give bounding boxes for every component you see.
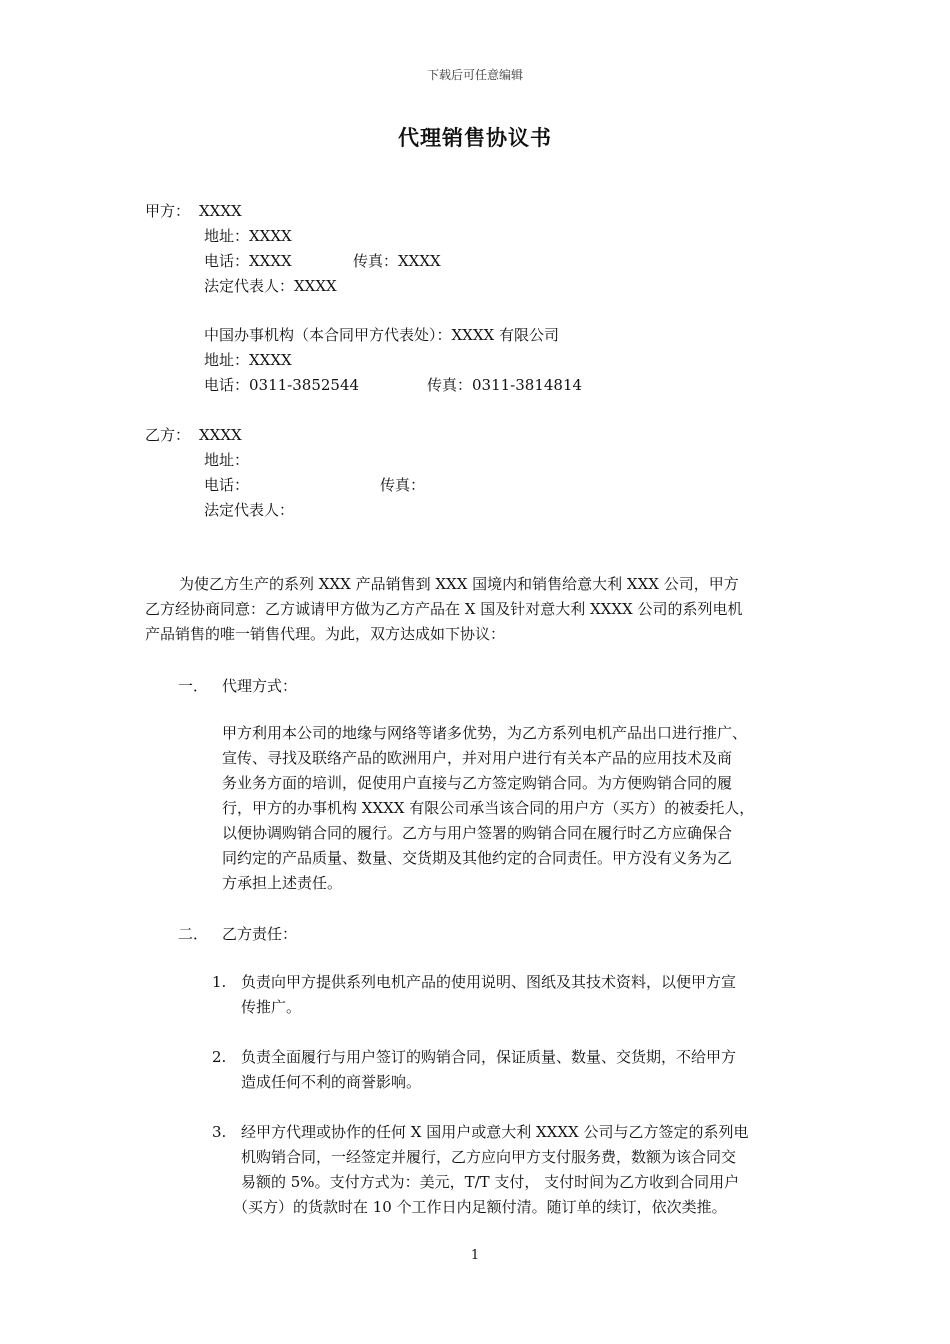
intro-line: 乙方经协商同意：乙方诚请甲方做为乙方产品在 X 国及针对意大利 XXXX 公司的系列电机 xyxy=(145,600,743,618)
section-1-body xyxy=(222,721,754,896)
item-3-line: 机购销合同，一经签定并履行，乙方应向甲方支付服务费，数额为该合同交 xyxy=(241,1148,737,1166)
party-b-fax: 传真： xyxy=(380,476,426,494)
party-a-office: 中国办事机构（本合同甲方代表处）：XXXX 有限公司 xyxy=(204,326,559,344)
item-2-line: 造成任何不利的商誉影响。 xyxy=(241,1073,422,1091)
intro-line: 为使乙方生产的系列 XXX 产品销售到 XXX 国境内和销售给意大利 XXX 公司，甲方 xyxy=(179,575,739,593)
intro-line: 产品销售的唯一销售代理。为此，双方达成如下协议： xyxy=(145,625,506,643)
party-b-name: XXXX xyxy=(199,426,242,444)
item-2-number: 2. xyxy=(212,1048,227,1066)
item-3-number: 3. xyxy=(212,1123,227,1141)
intro-paragraph xyxy=(145,572,742,647)
section-2-title: 乙方责任： xyxy=(222,925,298,943)
document-title: 代理销售协议书 xyxy=(398,126,552,150)
party-a-phone: 电话：XXXX xyxy=(204,252,292,270)
item-2-line: 负责全面履行与用户签订的购销合同，保证质量、数量、交货期，不给甲方 xyxy=(241,1048,737,1066)
item-3-line: （买方）的货款时在 10 个工作日内足额付清。随订单的续订，依次类推。 xyxy=(233,1198,727,1216)
section-1-title: 代理方式： xyxy=(222,677,298,695)
item-1-line: 负责向甲方提供系列电机产品的使用说明、图纸及其技术资料，以便甲方宣 xyxy=(241,973,737,991)
party-a-address: 地址：XXXX xyxy=(204,227,292,245)
section-2-number: 二． xyxy=(178,925,209,943)
party-b-address: 地址： xyxy=(204,451,250,469)
section-1-number: 一． xyxy=(178,677,209,695)
item-3-line: 易额的 5%。支付方式为：美元，T/T 支付， 支付时间为乙方收到合同用户 xyxy=(241,1173,740,1191)
section-1-line: 宣传、寻找及联络产品的欧洲用户，并对用户进行有关本产品的应用技术及商 xyxy=(222,749,733,767)
item-3-body xyxy=(233,1120,749,1220)
item-1-line: 传推广。 xyxy=(241,998,302,1016)
section-1-line: 甲方利用本公司的地缘与网络等诸多优势，为乙方系列电机产品出口进行推广、 xyxy=(222,724,748,742)
item-3-line: 经甲方代理或协作的任何 X 国用户或意大利 XXXX 公司与乙方签定的系列电 xyxy=(241,1123,749,1141)
party-a-legal-rep: 法定代表人：XXXX xyxy=(204,277,337,295)
party-a-fax: 传真：XXXX xyxy=(353,252,441,270)
section-1-line: 同约定的产品质量、数量、交货期及其他约定的合同责任。甲方没有义务为乙 xyxy=(222,849,733,867)
party-b-legal-rep: 法定代表人： xyxy=(204,501,295,519)
page-header: 下载后可任意编辑 xyxy=(426,68,523,82)
party-a-office-fax: 传真：0311-3814814 xyxy=(427,376,583,394)
party-b-phone: 电话： xyxy=(204,476,250,494)
section-1-line: 务业务方面的培训，促使用户直接与乙方签定购销合同。为方便购销合同的履 xyxy=(222,774,733,792)
item-1-body xyxy=(241,970,736,1020)
item-2-body xyxy=(241,1045,736,1095)
party-b-label: 乙方： xyxy=(145,426,191,444)
section-1-line: 方承担上述责任。 xyxy=(222,874,343,892)
party-a-label: 甲方： xyxy=(145,202,191,220)
section-1-line: 以便协调购销合同的履行。乙方与用户签署的购销合同在履行时乙方应确保合 xyxy=(222,824,733,842)
party-a-office-address: 地址：XXXX xyxy=(204,351,292,369)
section-1-line: 行，甲方的办事机构 XXXX 有限公司承当该合同的用户方（买方）的被委托人， xyxy=(222,799,755,817)
party-a-name: XXXX xyxy=(199,202,242,220)
item-1-number: 1. xyxy=(212,973,227,991)
page-number: 1 xyxy=(470,1248,480,1263)
party-a-office-phone: 电话：0311-3852544 xyxy=(204,376,360,394)
